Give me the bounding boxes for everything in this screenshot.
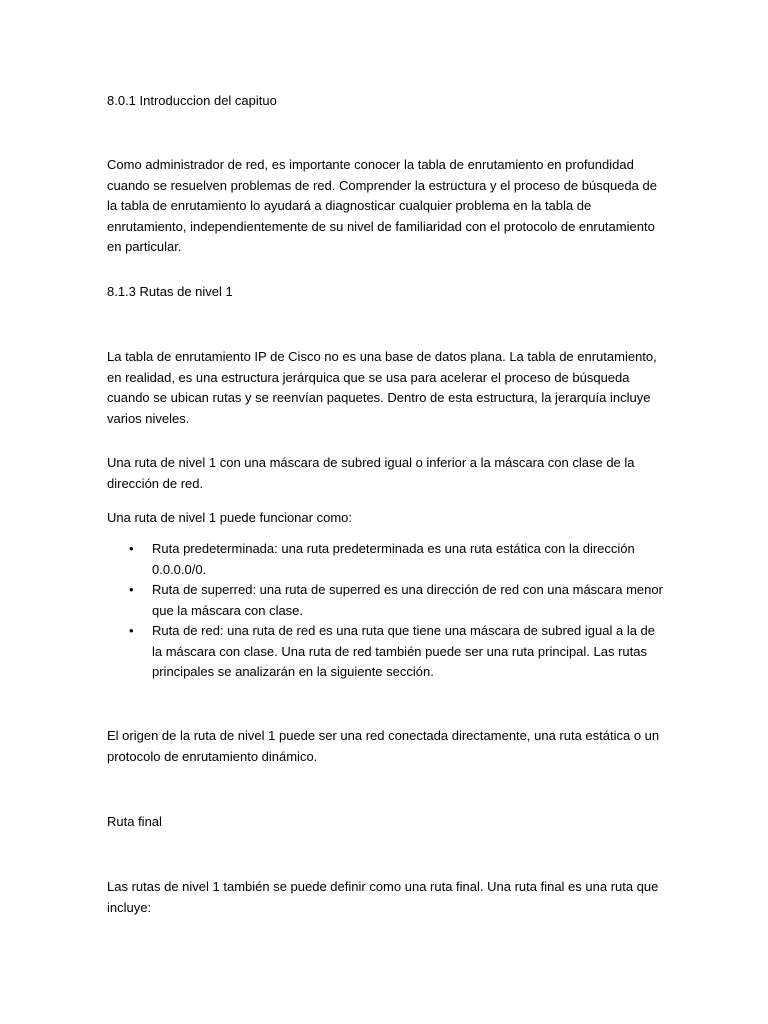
list-item-text: Ruta de red: una ruta de red es una ruta que tiene una máscara de subred igual a la de la máscara con clase. Una ruta de red también puede ser una ruta principal. Las rutas principales se analizarán en la siguiente sección.	[152, 623, 656, 679]
bullet-icon: •	[129, 623, 134, 638]
section-heading-intro: 8.0.1 Introduccion del capituo	[107, 93, 277, 108]
list-item	[107, 539, 667, 580]
route-types-list	[107, 539, 667, 683]
list-item	[107, 621, 667, 683]
section-heading-level1: 8.1.3 Rutas de nivel 1	[107, 284, 233, 299]
paragraph-level1-function: Una ruta de nivel 1 puede funcionar como:	[107, 510, 352, 525]
paragraph-origin: El origen de la ruta de nivel 1 puede ser una red conectada directamente, una ruta estática o un protocolo de enrutamiento dinámico.	[107, 728, 660, 764]
paragraph-level1-definition: Una ruta de nivel 1 con una máscara de subred igual o inferior a la máscara con clase de la dirección de red.	[107, 455, 635, 491]
paragraph-intro: Como administrador de red, es importante conocer la tabla de enrutamiento en profundidad cuando se resuelven problemas de red. Comprender la estructura y el proceso de búsqueda de la tabla de enrutamiento lo ayudará a diagnosticar cualquier problema en la tabla de enrutamiento, independientemente de su nivel de familiaridad con el protocolo de enrutamiento en particular.	[107, 157, 657, 254]
list-item-text: Ruta de superred: una ruta de superred es una dirección de red con una máscara menor que la máscara con clase.	[152, 582, 663, 618]
list-item	[107, 580, 667, 621]
paragraph-final-route: Las rutas de nivel 1 también se puede definir como una ruta final. Una ruta final es una ruta que incluye:	[107, 879, 659, 915]
section-heading-final-route: Ruta final	[107, 814, 162, 829]
bullet-icon: •	[129, 582, 134, 597]
list-item-text: Ruta predeterminada: una ruta predeterminada es una ruta estática con la dirección 0.0.0.0/0.	[152, 541, 635, 577]
bullet-icon: •	[129, 541, 134, 556]
paragraph-routing-table: La tabla de enrutamiento IP de Cisco no es una base de datos plana. La tabla de enrutamiento, en realidad, es una estructura jerárquica que se usa para acelerar el proceso de búsqueda cuando se ubican rutas y se reenvían paquetes. Dentro de esta estructura, la jerarquía incluye varios niveles.	[107, 349, 657, 426]
